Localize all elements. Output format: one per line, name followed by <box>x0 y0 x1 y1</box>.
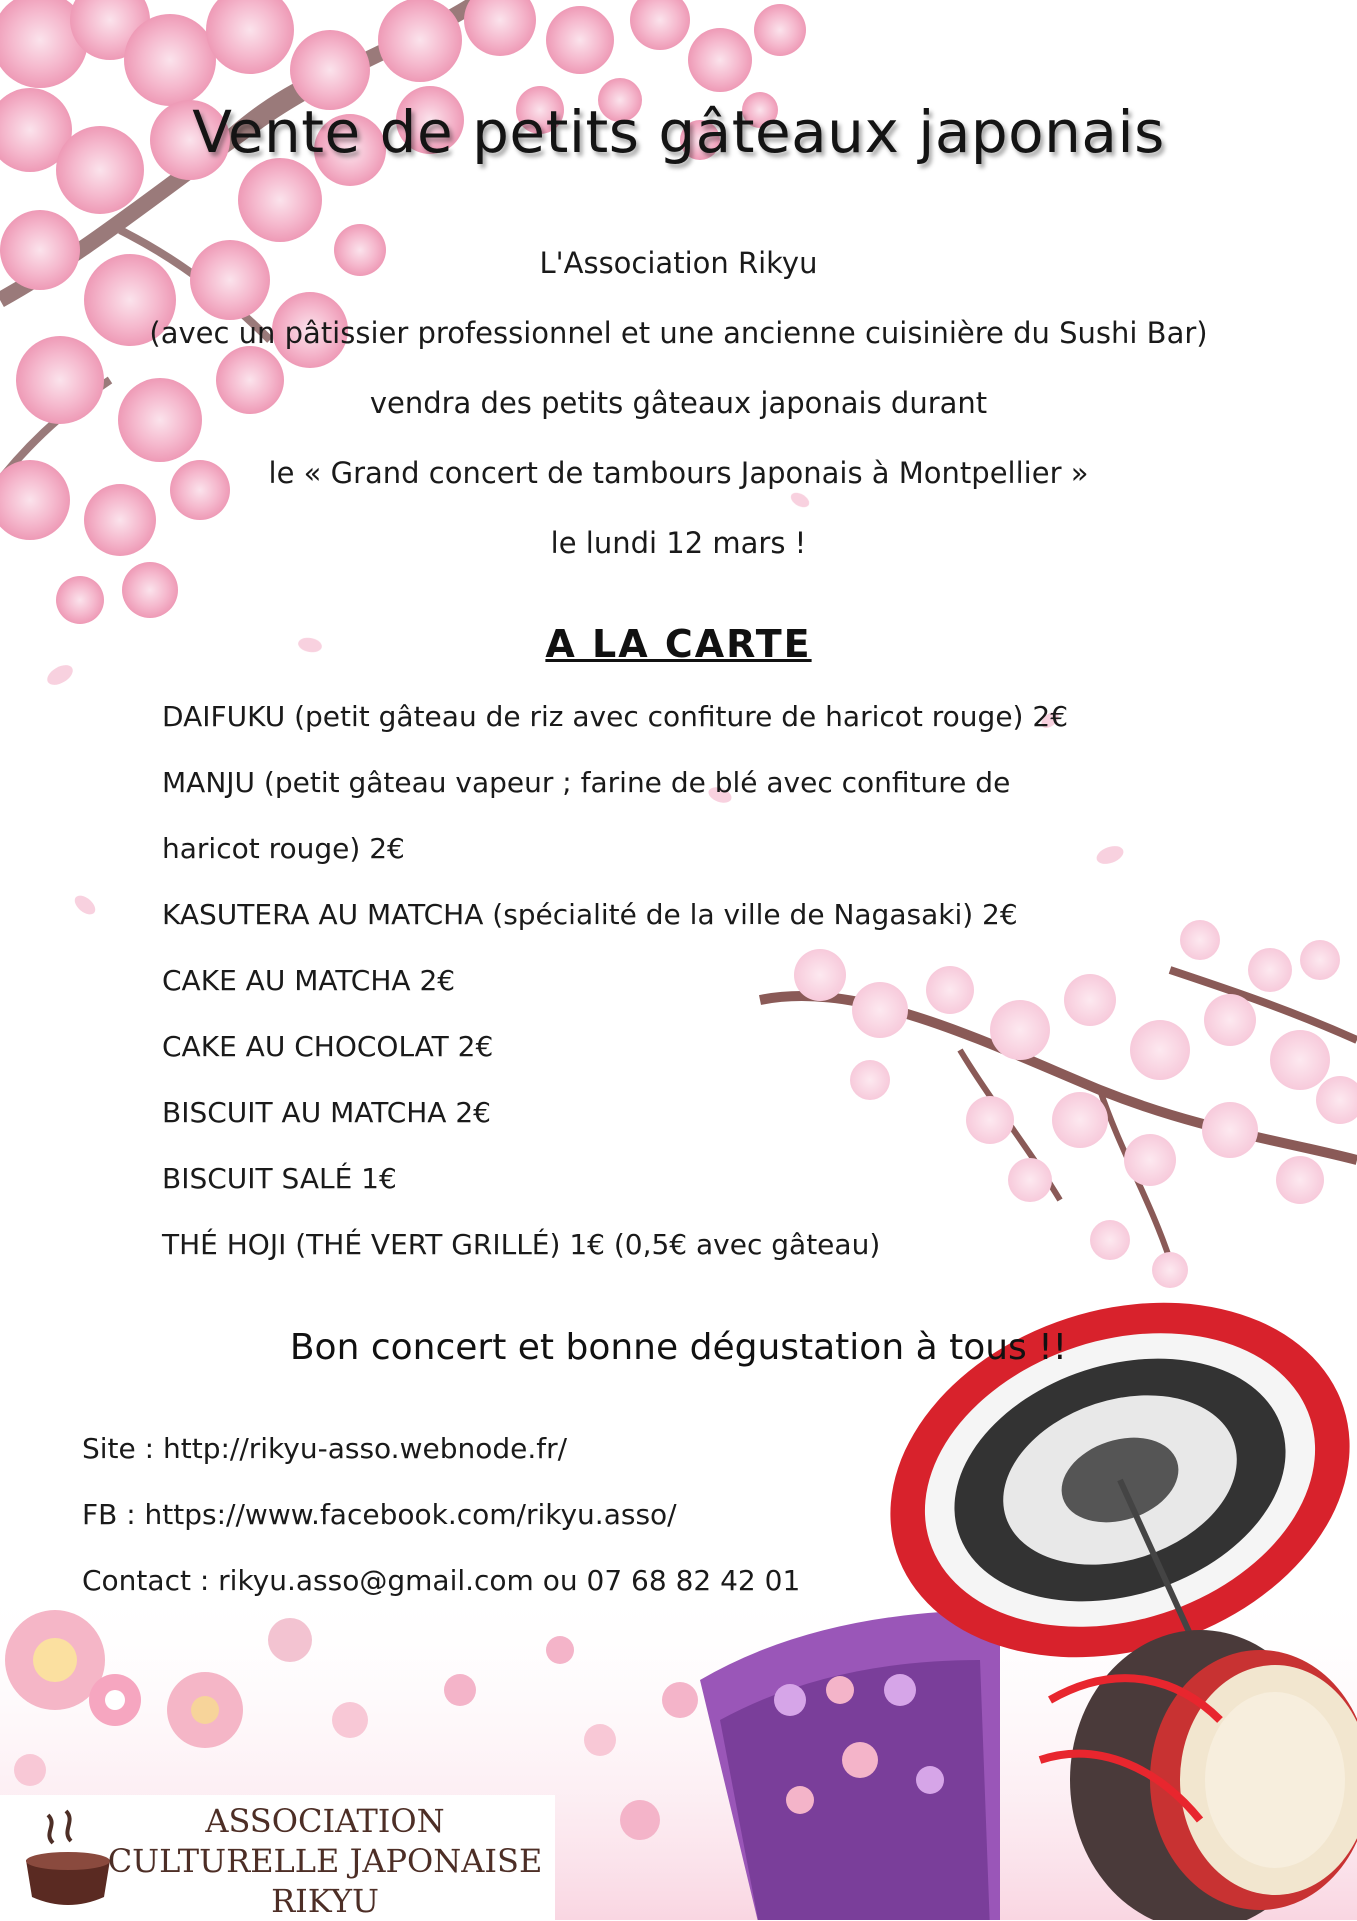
logo-line-1: ASSOCIATION <box>205 1802 445 1840</box>
menu-item: MANJU (petit gâteau vapeur ; farine de blé avec confiture de <box>162 766 1011 799</box>
menu-item: KASUTERA AU MATCHA (spécialité de la ville de Nagasaki) 2€ <box>162 898 1018 931</box>
intro-date: le lundi 12 mars ! <box>550 526 807 560</box>
intro-sell: vendra des petits gâteaux japonais durant <box>369 386 988 420</box>
site-link[interactable]: Site : http://rikyu-asso.webnode.fr/ <box>82 1432 568 1465</box>
intro-with: (avec un pâtissier professionnel et une ancienne cuisinière du Sushi Bar) <box>149 316 1208 350</box>
logo-line-2: CULTURELLE JAPONAISE <box>107 1842 543 1880</box>
association-logo <box>0 1795 555 1920</box>
intro-association: L'Association Rikyu <box>539 246 818 280</box>
menu-item: CAKE AU MATCHA 2€ <box>162 964 456 997</box>
logo-line-3: RIKYU <box>271 1882 379 1920</box>
menu-item: BISCUIT AU MATCHA 2€ <box>162 1096 491 1129</box>
closing-message: Bon concert et bonne dégustation à tous !! <box>289 1327 1068 1368</box>
menu-item: haricot rouge) 2€ <box>162 832 405 865</box>
facebook-link[interactable]: FB : https://www.facebook.com/rikyu.asso/ <box>82 1498 677 1531</box>
page-title: Vente de petits gâteaux japonais <box>192 98 1165 166</box>
menu-item: DAIFUKU (petit gâteau de riz avec confiture de haricot rouge) 2€ <box>162 700 1069 733</box>
contact-info[interactable]: Contact : rikyu.asso@gmail.com ou 07 68 82 42 01 <box>82 1564 801 1597</box>
intro-event: le « Grand concert de tambours Japonais à Montpellier » <box>268 456 1089 490</box>
menu-item: BISCUIT SALÉ 1€ <box>162 1162 397 1195</box>
menu-item: THÉ HOJI (THÉ VERT GRILLÉ) 1€ (0,5€ avec gâteau) <box>162 1228 881 1261</box>
logo-text <box>90 1801 560 1921</box>
carte-heading: A LA CARTE <box>545 622 812 666</box>
menu-item: CAKE AU CHOCOLAT 2€ <box>162 1030 494 1063</box>
